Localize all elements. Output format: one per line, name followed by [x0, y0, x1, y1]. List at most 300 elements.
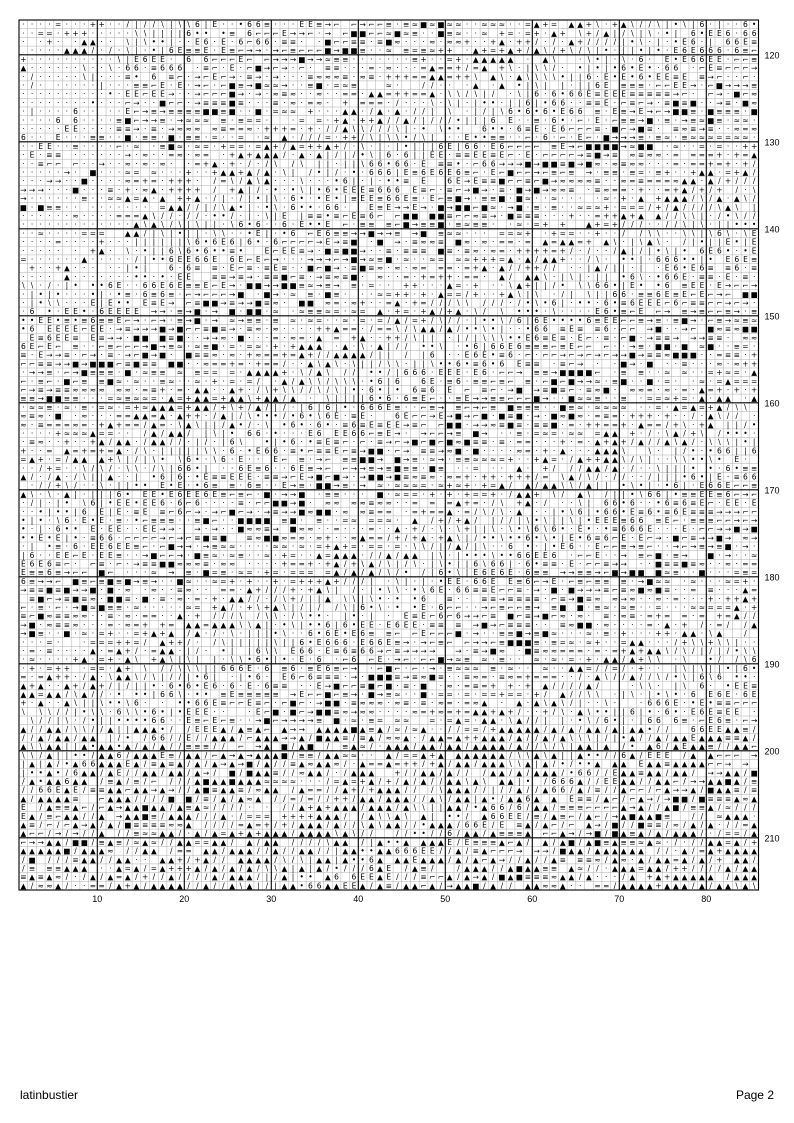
stitch-symbol: 6 — [238, 464, 243, 473]
stitch-symbol: · — [570, 333, 572, 342]
stitch-symbol: ⌐ — [525, 351, 531, 360]
stitch-symbol: → — [229, 281, 235, 290]
stitch-symbol: · — [448, 81, 450, 90]
stitch-symbol: 6 — [395, 159, 400, 168]
stitch-symbol: | — [153, 29, 156, 38]
stitch-symbol: · — [266, 429, 268, 438]
stitch-symbol: · — [57, 64, 59, 73]
stitch-symbol: E — [117, 507, 122, 516]
stitch-symbol: → — [29, 185, 35, 194]
stitch-symbol: ≡ — [299, 455, 305, 464]
stitch-symbol: ≡ — [316, 212, 322, 221]
stitch-symbol: ⌐ — [586, 351, 592, 360]
stitch-symbol: · — [66, 238, 68, 247]
stitch-symbol: · — [109, 55, 111, 64]
stitch-symbol: 6 — [578, 90, 583, 99]
stitch-symbol: 6 — [360, 429, 365, 438]
stitch-symbol: ≡ — [220, 272, 226, 281]
stitch-symbol: ■ — [255, 81, 262, 90]
stitch-symbol: ≡ — [377, 38, 383, 47]
stitch-symbol: · — [187, 438, 189, 447]
stitch-symbol: • — [256, 194, 260, 203]
stitch-symbol: · — [248, 386, 250, 395]
stitch-symbol: · — [92, 203, 94, 212]
stitch-symbol: · — [48, 455, 50, 464]
stitch-symbol: ≡ — [638, 507, 644, 516]
stitch-symbol: \ — [509, 64, 512, 73]
stitch-symbol: + — [238, 403, 244, 412]
stitch-symbol: · — [240, 281, 242, 290]
stitch-symbol: → — [734, 81, 740, 90]
stitch-symbol: ■ — [681, 107, 688, 116]
stitch-symbol: / — [614, 38, 617, 47]
stitch-symbol: · — [118, 98, 120, 107]
stitch-symbol: ■ — [455, 238, 462, 247]
stitch-symbol: / — [353, 151, 356, 160]
stitch-symbol: · — [614, 325, 616, 334]
stitch-symbol: · — [753, 116, 755, 125]
stitch-symbol: | — [657, 38, 660, 47]
stitch-symbol: • — [656, 272, 660, 281]
stitch-symbol: ■ — [733, 525, 740, 534]
stitch-symbol: → — [603, 151, 609, 160]
stitch-symbol: ⌐ — [621, 98, 627, 107]
stitch-symbol: + — [55, 264, 61, 273]
stitch-symbol: · — [683, 516, 685, 525]
stitch-symbol: ■ — [203, 107, 210, 116]
stitch-symbol: / — [692, 438, 695, 447]
stitch-symbol: ▲ — [560, 238, 566, 247]
stitch-symbol: = — [525, 20, 531, 29]
stitch-symbol: / — [648, 20, 651, 29]
stitch-symbol: · — [57, 38, 59, 47]
stitch-symbol: · — [74, 464, 76, 473]
stitch-symbol: → — [203, 542, 209, 551]
stitch-symbol: \ — [561, 473, 564, 482]
stitch-symbol: • — [726, 429, 730, 438]
stitch-symbol: · — [31, 246, 33, 255]
stitch-symbol: ≈ — [142, 403, 148, 412]
stitch-symbol: → — [621, 142, 627, 151]
stitch-symbol: / — [553, 264, 556, 273]
stitch-symbol: ≡ — [168, 107, 174, 116]
stitch-symbol: · — [222, 151, 224, 160]
stitch-symbol: • — [613, 72, 617, 81]
stitch-symbol: ≡ — [725, 351, 731, 360]
stitch-symbol: ■ — [168, 359, 175, 368]
stitch-symbol: ≡ — [72, 342, 78, 351]
stitch-symbol: + — [734, 151, 740, 160]
stitch-symbol: · — [379, 281, 381, 290]
stitch-symbol: · — [605, 125, 607, 134]
stitch-symbol: E — [134, 307, 139, 316]
stitch-symbol: = — [577, 438, 583, 447]
stitch-symbol: · — [736, 98, 738, 107]
stitch-symbol: E — [578, 333, 583, 342]
stitch-symbol: E — [613, 107, 618, 116]
stitch-symbol: E — [647, 525, 652, 534]
stitch-symbol: · — [31, 168, 33, 177]
stitch-symbol: 6 — [743, 20, 748, 29]
stitch-symbol: · — [74, 168, 76, 177]
stitch-symbol: ≡ — [534, 342, 540, 351]
stitch-symbol: ⌐ — [420, 403, 426, 412]
stitch-symbol: ⌐ — [516, 142, 522, 151]
stitch-symbol: ≡ — [333, 438, 339, 447]
stitch-symbol: • — [517, 533, 521, 542]
stitch-symbol: ≡ — [81, 194, 87, 203]
stitch-symbol: ■ — [611, 125, 618, 134]
stitch-symbol: ⌐ — [342, 212, 348, 221]
stitch-symbol: → — [716, 90, 722, 99]
stitch-symbol: + — [542, 20, 548, 29]
stitch-symbol: \ — [640, 490, 643, 499]
stitch-symbol: ≡ — [264, 272, 270, 281]
stitch-symbol: / — [170, 212, 173, 221]
stitch-symbol: ▲ — [595, 438, 601, 447]
stitch-symbol: ≈ — [290, 107, 296, 116]
stitch-symbol: ▲ — [595, 464, 601, 473]
stitch-symbol: | — [561, 533, 564, 542]
stitch-symbol: ⌐ — [568, 359, 574, 368]
stitch-symbol: ■ — [324, 246, 331, 255]
stitch-symbol: → — [360, 473, 366, 482]
stitch-symbol: | — [605, 481, 608, 490]
stitch-symbol: → — [264, 507, 270, 516]
stitch-symbol: · — [657, 368, 659, 377]
stitch-symbol: → — [447, 412, 453, 421]
stitch-symbol: = — [212, 394, 218, 403]
stitch-symbol: · — [692, 142, 694, 151]
stitch-symbol: ■ — [255, 516, 262, 525]
stitch-symbol: · — [248, 98, 250, 107]
stitch-symbol: = — [229, 377, 235, 386]
stitch-symbol: ≡ — [586, 386, 592, 395]
stitch-symbol: · — [466, 159, 468, 168]
stitch-symbol: = — [90, 229, 96, 238]
stitch-symbol: E — [178, 481, 183, 490]
stitch-symbol: \ — [683, 220, 686, 229]
stitch-symbol: 6 — [343, 177, 348, 186]
stitch-symbol: / — [440, 307, 443, 316]
stitch-symbol: → — [551, 368, 557, 377]
stitch-symbol: / — [605, 464, 608, 473]
stitch-symbol: + — [708, 159, 714, 168]
stitch-symbol: 6 — [47, 333, 52, 342]
stitch-symbol: / — [596, 29, 599, 38]
stitch-symbol: 6 — [265, 464, 270, 473]
stitch-symbol: • — [491, 125, 495, 134]
stitch-symbol: = — [116, 212, 122, 221]
stitch-symbol: • — [534, 307, 538, 316]
stitch-symbol: | — [718, 238, 721, 247]
stitch-symbol: · — [187, 72, 189, 81]
stitch-symbol: → — [238, 299, 244, 308]
stitch-symbol: • — [30, 533, 34, 542]
stitch-symbol: · — [301, 81, 303, 90]
stitch-symbol: · — [448, 455, 450, 464]
stitch-symbol: ▲ — [682, 185, 688, 194]
stitch-symbol: E — [125, 107, 130, 116]
stitch-symbol: 6 — [691, 473, 696, 482]
stitch-symbol: ■ — [446, 420, 453, 429]
stitch-symbol: + — [20, 446, 26, 455]
stitch-symbol: ≈ — [212, 351, 218, 360]
stitch-symbol: · — [570, 299, 572, 308]
stitch-symbol: E — [221, 46, 226, 55]
stitch-symbol: ▲ — [342, 107, 348, 116]
stitch-symbol: + — [516, 38, 522, 47]
stitch-symbol: → — [742, 299, 748, 308]
stitch-symbol: • — [735, 464, 739, 473]
stitch-symbol: ▲ — [603, 446, 609, 455]
stitch-symbol: \ — [588, 281, 591, 290]
stitch-symbol: E — [752, 238, 757, 247]
stitch-symbol: · — [405, 499, 407, 508]
stitch-symbol: ⌐ — [316, 264, 322, 273]
stitch-symbol: · — [240, 159, 242, 168]
stitch-symbol: ≡ — [429, 220, 435, 229]
stitch-symbol: | — [179, 29, 182, 38]
stitch-symbol: · — [509, 194, 511, 203]
stitch-symbol: · — [66, 90, 68, 99]
stitch-symbol: · — [718, 272, 720, 281]
stitch-symbol: 6 — [673, 507, 678, 516]
stitch-symbol: • — [752, 220, 756, 229]
stitch-symbol: | — [622, 264, 625, 273]
stitch-symbol: ▲ — [586, 481, 592, 490]
stitch-symbol: | — [457, 142, 460, 151]
stitch-symbol: \ — [744, 194, 747, 203]
stitch-symbol: / — [213, 203, 216, 212]
stitch-symbol: • — [21, 533, 25, 542]
stitch-symbol: · — [657, 446, 659, 455]
stitch-symbol: 6 — [734, 264, 739, 273]
stitch-symbol: · — [266, 90, 268, 99]
stitch-symbol: / — [483, 299, 486, 308]
stitch-symbol: / — [466, 290, 469, 299]
stitch-symbol: ■ — [437, 246, 444, 255]
stitch-symbol: | — [344, 159, 347, 168]
stitch-symbol: / — [753, 168, 756, 177]
stitch-symbol: ≈ — [447, 20, 453, 29]
stitch-symbol: → — [507, 386, 513, 395]
stitch-symbol: \ — [535, 81, 538, 90]
stitch-symbol: · — [318, 125, 320, 134]
stitch-symbol: · — [657, 429, 659, 438]
stitch-symbol: ▲ — [664, 194, 670, 203]
stitch-symbol: ▲ — [142, 412, 148, 421]
stitch-symbol: E — [508, 342, 513, 351]
stitch-symbol: · — [92, 212, 94, 221]
stitch-symbol: \ — [414, 333, 417, 342]
stitch-symbol: · — [309, 533, 311, 542]
stitch-symbol: E — [282, 29, 287, 38]
stitch-symbol: • — [300, 203, 304, 212]
stitch-symbol: · — [127, 255, 129, 264]
stitch-symbol: • — [682, 264, 686, 273]
stitch-symbol: ■ — [316, 473, 323, 482]
stitch-symbol: \ — [474, 90, 477, 99]
stitch-symbol: = — [499, 238, 505, 247]
stitch-symbol: / — [405, 342, 408, 351]
stitch-symbol: ≡ — [699, 72, 705, 81]
stitch-symbol: ≡ — [299, 246, 305, 255]
stitch-symbol: · — [562, 194, 564, 203]
stitch-symbol: \ — [361, 125, 364, 134]
stitch-symbol: · — [109, 238, 111, 247]
stitch-symbol: = — [107, 429, 113, 438]
stitch-symbol: + — [594, 220, 600, 229]
stitch-symbol: • — [39, 299, 43, 308]
stitch-symbol: · — [379, 246, 381, 255]
stitch-symbol: \ — [135, 29, 138, 38]
stitch-symbol: \ — [126, 464, 129, 473]
stitch-symbol: ⌐ — [307, 446, 313, 455]
stitch-symbol: • — [674, 55, 678, 64]
stitch-symbol: → — [751, 281, 757, 290]
stitch-symbol: ▲ — [160, 438, 166, 447]
stitch-symbol: 6 — [526, 98, 531, 107]
stitch-symbol: ▲ — [177, 203, 183, 212]
stitch-symbol: ■ — [498, 177, 505, 186]
stitch-symbol: | — [379, 151, 382, 160]
stitch-symbol: → — [159, 525, 165, 534]
stitch-symbol: / — [74, 473, 77, 482]
stitch-symbol: · — [440, 281, 442, 290]
stitch-symbol: ▲ — [395, 107, 401, 116]
stitch-symbol: · — [57, 220, 59, 229]
stitch-symbol: • — [65, 507, 69, 516]
stitch-symbol: / — [187, 429, 190, 438]
stitch-symbol: → — [690, 316, 696, 325]
stitch-symbol: / — [622, 220, 625, 229]
stitch-symbol: ≡ — [299, 272, 305, 281]
stitch-symbol: E — [578, 133, 583, 142]
stitch-symbol: | — [170, 38, 173, 47]
stitch-symbol: E — [613, 316, 618, 325]
stitch-symbol: ■ — [394, 455, 401, 464]
stitch-symbol: ■ — [211, 342, 218, 351]
stitch-symbol: / — [735, 412, 738, 421]
stitch-symbol: / — [396, 98, 399, 107]
stitch-symbol: · — [579, 420, 581, 429]
stitch-symbol: ▲ — [560, 446, 566, 455]
stitch-symbol: E — [673, 46, 678, 55]
stitch-symbol: E — [334, 429, 339, 438]
stitch-symbol: · — [292, 255, 294, 264]
stitch-symbol: ▲ — [447, 507, 453, 516]
stitch-symbol: ≡ — [72, 394, 78, 403]
stitch-symbol: ⌐ — [621, 125, 627, 134]
stitch-symbol: ▲ — [116, 438, 122, 447]
stitch-symbol: ≈ — [116, 377, 122, 386]
stitch-symbol: | — [422, 116, 425, 125]
stitch-symbol: ≈ — [751, 316, 757, 325]
stitch-symbol: · — [335, 342, 337, 351]
stitch-symbol: · — [66, 81, 68, 90]
stitch-symbol: · — [596, 168, 598, 177]
stitch-symbol: 6 — [639, 516, 644, 525]
stitch-symbol: ≈ — [447, 38, 453, 47]
stitch-symbol: E — [743, 38, 748, 47]
stitch-symbol: ▲ — [81, 255, 87, 264]
stitch-symbol: ■ — [359, 264, 366, 273]
stitch-symbol: / — [457, 325, 460, 334]
stitch-symbol: · — [127, 446, 129, 455]
stitch-symbol: ⌐ — [568, 151, 574, 160]
stitch-symbol: ⌐ — [507, 368, 513, 377]
stitch-symbol: | — [318, 159, 321, 168]
stitch-symbol: ≡ — [560, 342, 566, 351]
stitch-symbol: ≡ — [708, 516, 714, 525]
stitch-symbol: · — [40, 107, 42, 116]
stitch-symbol: · — [57, 377, 59, 386]
stitch-symbol: ⌐ — [20, 359, 26, 368]
stitch-symbol: | — [179, 446, 182, 455]
stitch-symbol: 6 — [308, 403, 313, 412]
stitch-symbol: · — [187, 38, 189, 47]
stitch-symbol: · — [74, 264, 76, 273]
stitch-symbol: | — [31, 107, 34, 116]
stitch-symbol: = — [577, 238, 583, 247]
stitch-symbol: → — [273, 525, 279, 534]
stitch-symbol: ⌐ — [125, 316, 131, 325]
stitch-symbol: • — [317, 220, 321, 229]
stitch-symbol: • — [465, 359, 469, 368]
stitch-symbol: = — [55, 20, 61, 29]
stitch-symbol: · — [744, 394, 746, 403]
stitch-symbol: ■ — [472, 429, 479, 438]
stitch-symbol: → — [316, 255, 322, 264]
stitch-symbol: / — [283, 412, 286, 421]
stitch-symbol: E — [700, 499, 705, 508]
stitch-symbol: • — [482, 316, 486, 325]
stitch-symbol: · — [118, 255, 120, 264]
stitch-symbol: · — [257, 98, 259, 107]
stitch-symbol: | — [701, 229, 704, 238]
stitch-symbol: · — [109, 168, 111, 177]
stitch-symbol: • — [656, 281, 660, 290]
stitch-symbol: ≡ — [177, 307, 183, 316]
stitch-symbol: · — [309, 151, 311, 160]
stitch-symbol: ≡ — [159, 516, 165, 525]
stitch-symbol: · — [283, 203, 285, 212]
stitch-symbol: = — [655, 177, 661, 186]
stitch-symbol: \ — [657, 238, 660, 247]
stitch-symbol: E — [282, 212, 287, 221]
stitch-symbol: | — [675, 446, 678, 455]
stitch-symbol: ≈ — [273, 81, 279, 90]
stitch-symbol: = — [594, 429, 600, 438]
stitch-symbol: 6 — [265, 38, 270, 47]
stitch-symbol: · — [657, 125, 659, 134]
stitch-symbol: • — [630, 490, 634, 499]
stitch-symbol: · — [309, 481, 311, 490]
stitch-symbol: ≡ — [46, 359, 52, 368]
stitch-symbol: / — [379, 125, 382, 134]
stitch-symbol: + — [273, 125, 279, 134]
stitch-symbol: · — [544, 125, 546, 134]
stitch-symbol: + — [203, 159, 209, 168]
stitch-symbol: \ — [692, 229, 695, 238]
stitch-symbol: → — [20, 185, 26, 194]
stitch-symbol: | — [31, 299, 34, 308]
stitch-symbol: | — [231, 412, 234, 421]
stitch-symbol: ≡ — [742, 272, 748, 281]
stitch-symbol: • — [160, 490, 164, 499]
stitch-symbol: · — [266, 316, 268, 325]
